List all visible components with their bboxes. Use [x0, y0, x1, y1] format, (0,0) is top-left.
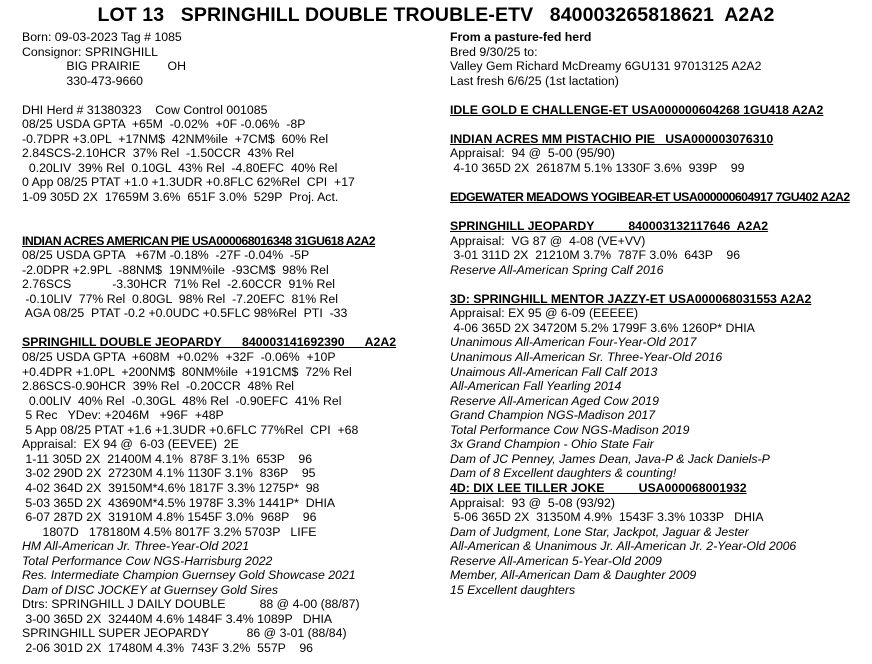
fourth-dam-heading: 4D: DIX LEE TILLER JOKE USA000068001932 — [450, 480, 747, 495]
dam-line: 08/25 USDA GPTA +608M +0.02% +32F -0.06% +10P — [22, 350, 336, 365]
honor-line: Total Performance Cow NGS-Harrisburg 2022 — [22, 553, 273, 568]
third-dam-honor: Unanimous All-American Sr. Three-Year-Old 2016 — [450, 350, 723, 365]
fourth-dam-honor: 15 Excellent daughters — [450, 582, 576, 597]
daughter-line: 2-06 301D 2X 17480M 4.3% 743F 3.2% 557P 96 — [22, 640, 313, 655]
dhi-herd: DHI Herd # 31380323 Cow Control 001085 — [22, 102, 268, 117]
dam-heading: SPRINGHILL DOUBLE JEOPARDY 840003141692390 A2A2 — [22, 335, 397, 350]
third-dam-honor: Dam of 8 Excellent daughters & counting! — [450, 466, 677, 481]
genomics-line: 0 App 08/25 PTAT +1.0 +1.3UDR +0.8FLC 62%Rel CPI +17 — [22, 175, 355, 190]
genomics-line: 0.20LIV 39% Rel 0.10GL 43% Rel -4.80EFC 40% Rel — [22, 160, 338, 175]
maternal-grandsire-heading: IDLE GOLD E CHALLENGE-ET USA000000604268 1GU418 A2A2 — [450, 102, 824, 117]
sires-dam-line: Appraisal: 94 @ 5-00 (95/90) — [450, 146, 615, 161]
bred-sire: Valley Gem Richard McDreamy 6GU131 97013125 A2A2 — [450, 59, 762, 74]
sire-line: -2.0DPR +2.9PL -88NM$ 19NM%ile -93CM$ 98% Rel — [22, 262, 329, 277]
spacer — [450, 205, 868, 220]
genomics-line: 08/25 USDA GPTA +65M -0.02% +0F -0.06% -8P — [22, 117, 306, 132]
third-dam-heading: 3D: SPRINGHILL MENTOR JAZZY-ET USA000068031553 A2A2 — [450, 291, 812, 306]
spacer — [450, 277, 868, 292]
spacer — [22, 219, 437, 234]
genomics-line: -0.7DPR +3.0PL +17NM$ 42NM%ile +7CM$ 60% Rel — [22, 131, 329, 146]
consignor: Consignor: SPRINGHILL — [22, 44, 159, 59]
third-dam-honor: Unaimous All-American Fall Calf 2013 — [450, 364, 658, 379]
fourth-dam-line: Appraisal: 93 @ 5-08 (93/92) — [450, 495, 615, 510]
third-dam-honor: Grand Champion NGS-Madison 2017 — [450, 408, 656, 423]
bred-date: Bred 9/30/25 to: — [450, 44, 538, 59]
third-dam-line: 4-06 365D 2X 34720M 5.2% 1799F 3.6% 1260P* DHIA — [450, 320, 755, 335]
spacer — [450, 117, 868, 132]
genomics-line: 2.84SCS-2.10HCR 37% Rel -1.50CCR 43% Rel — [22, 146, 295, 161]
spacer — [22, 205, 437, 220]
lactation-record: 6-07 287D 2X 31910M 4.8% 1545F 3.0% 968P 96 — [22, 510, 317, 525]
honor-line: Res. Intermediate Champion Guernsey Gold Showcase 2021 — [22, 568, 356, 583]
third-dam-honor: All-American Fall Yearling 2014 — [450, 379, 622, 394]
right-column — [450, 30, 868, 597]
dam-line: 0.00LIV 40% Rel -0.30GL 48% Rel -0.90EFC 41% Rel — [22, 393, 342, 408]
dam-line: 5 App 08/25 PTAT +1.6 +1.3UDR +0.6FLC 77%Rel CPI +68 — [22, 422, 359, 437]
lactation-record: 1-11 305D 2X 21400M 4.1% 878F 3.1% 653P 96 — [22, 451, 313, 466]
third-dam-honor: Reserve All-American Aged Cow 2019 — [450, 393, 659, 408]
dam-line: 2.86SCS-0.90HCR 39% Rel -0.20CCR 48% Rel — [22, 379, 295, 394]
dam-appraisal: Appraisal: EX 94 @ 6-03 (EEVEE) 2E — [22, 437, 239, 452]
daughter-line: SPRINGHILL SUPER JEOPARDY 86 @ 3-01 (88/84) — [22, 626, 347, 641]
lactation-record: 3-02 290D 2X 27230M 4.1% 1130F 3.1% 836P 95 — [22, 466, 316, 481]
page-title: LOT 13 SPRINGHILL DOUBLE TROUBLE-ETV 840003265818621 A2A2 — [97, 4, 775, 26]
sires-dam-sire-heading: EDGEWATER MEADOWS YOGIBEAR-ET USA000000604917 7GU402 A2A2 — [450, 190, 850, 205]
production-record: 1-09 305D 2X 17659M 3.6% 651F 3.0% 529P Proj. Act. — [22, 190, 339, 205]
granddam-heading: SPRINGHILL JEOPARDY 840003132117646 A2A2 — [450, 219, 769, 234]
granddam-line: Appraisal: VG 87 @ 4-08 (VE+VV) — [450, 233, 646, 248]
honor-line: HM All-American Jr. Three-Year-Old 2021 — [22, 539, 250, 554]
dam-line: +0.4DPR +1.0PL +200NM$ 80NM%ile +191CM$ 72% Rel — [22, 364, 352, 379]
sire-line: -0.10LIV 77% Rel 0.80GL 98% Rel -7.20EFC 81% Rel — [22, 291, 339, 306]
sire-line: AGA 08/25 PTAT -0.2 +0.0UDC +0.5FLC 98%Rel PTI -33 — [22, 306, 348, 321]
sires-dam-line: 4-10 365D 2X 26187M 5.1% 1330F 3.6% 939P 99 — [450, 160, 745, 175]
fourth-dam-honor: Reserve All-American 5-Year-Old 2009 — [450, 553, 662, 568]
left-column — [22, 30, 437, 656]
lactation-record: 5-03 365D 2X 43690M*4.5% 1978F 3.3% 1441P* DHIA — [22, 495, 336, 510]
third-dam-honor: Dam of JC Penney, James Dean, Java-P & Jack Daniels-P — [450, 451, 770, 466]
lactation-record: 4-02 364D 2X 39150M*4.6% 1817F 3.3% 1275P* 98 — [22, 480, 320, 495]
granddam-line: 3-01 311D 2X 21210M 3.7% 787F 3.0% 643P 96 — [450, 248, 741, 263]
dam-line: 5 Rec YDev: +2046M +96F +48P — [22, 408, 224, 423]
fourth-dam-honor: All-American & Unanimous Jr. All-American Jr. 2-Year-Old 2006 — [450, 539, 797, 554]
consignor-phone: 330-473-9660 — [22, 73, 143, 88]
daughter-line: 3-00 365D 2X 32440M 4.6% 1484F 3.4% 1089P DHIA — [22, 611, 333, 626]
last-fresh: Last fresh 6/6/25 (1st lactation) — [450, 73, 619, 88]
daughter-line: Dtrs: SPRINGHILL J DAILY DOUBLE 88 @ 4-00 (88/87) — [22, 597, 360, 612]
fourth-dam-line: 5-06 365D 2X 31350M 4.9% 1543F 3.3% 1033P DHIA — [450, 510, 764, 525]
granddam-honor: Reserve All-American Spring Calf 2016 — [450, 262, 664, 277]
spacer — [450, 175, 868, 190]
fourth-dam-honor: Dam of Judgment, Lone Star, Jackpot, Jaguar & Jester — [450, 524, 749, 539]
spacer — [450, 88, 868, 103]
sire-line: 2.76SCS -3.30HCR 71% Rel -2.60CCR 91% Rel — [22, 277, 336, 292]
fourth-dam-honor: Member, All-American Dam & Daughter 2009 — [450, 568, 697, 583]
sires-dam-heading: INDIAN ACRES MM PISTACHIO PIE USA000003076310 — [450, 131, 774, 146]
consignor-city: BIG PRAIRIE OH — [22, 59, 186, 74]
third-dam-line: Appraisal: EX 95 @ 6-09 (EEEEE) — [450, 306, 639, 321]
third-dam-honor: Total Performance Cow NGS-Madison 2019 — [450, 422, 690, 437]
pasture-note: From a pasture-fed herd — [450, 30, 592, 44]
third-dam-honor: 3x Grand Champion - Ohio State Fair — [450, 437, 654, 452]
sire-line: 08/25 USDA GPTA +67M -0.18% -27F -0.04% -5P — [22, 248, 310, 263]
spacer — [22, 88, 437, 103]
birth-info: Born: 09-03-2023 Tag # 1085 — [22, 30, 182, 44]
sire-heading: INDIAN ACRES AMERICAN PIE USA000068016348 31GU618 A2A2 — [22, 233, 376, 248]
lifetime-record: 1807D 178180M 4.5% 8017F 3.2% 5703P LIFE — [22, 524, 317, 539]
third-dam-honor: Unanimous All-American Four-Year-Old 2017 — [450, 335, 697, 350]
honor-line: Dam of DISC JOCKEY at Guernsey Gold Sires — [22, 582, 279, 597]
spacer — [22, 321, 437, 336]
